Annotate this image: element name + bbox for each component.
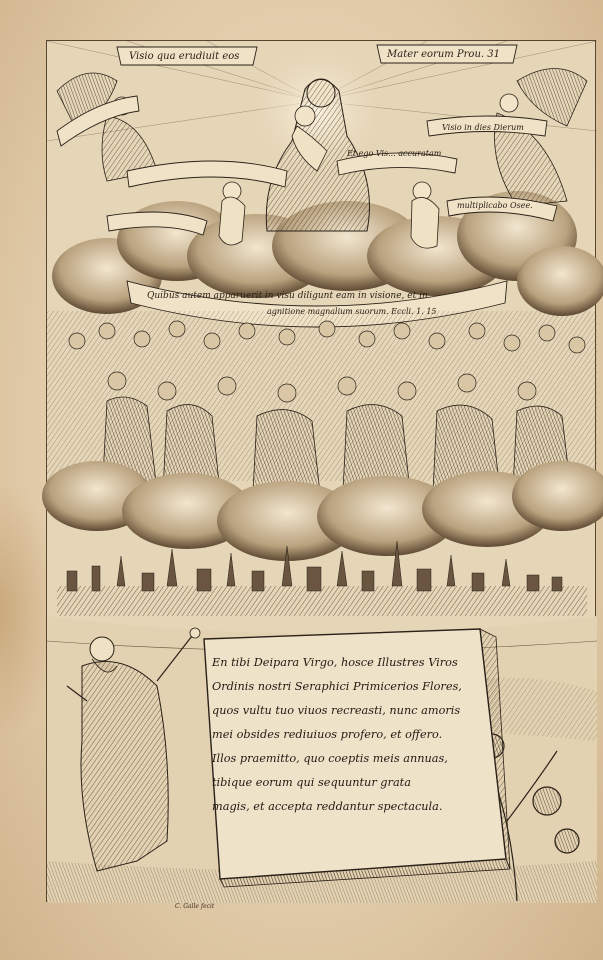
inscription-line: magis, et accepta reddantur spectacula. xyxy=(212,800,443,813)
banner-lower-line-1: Quibus autem apparuerit in visu diligunt eam in visione, et in xyxy=(147,291,428,301)
banner-right-angel: Visio in dies Dierum xyxy=(442,123,524,132)
inscription-line: Illos praemitto, quo coeptis meis annuas, xyxy=(212,752,448,765)
inscription-line: tibique eorum qui sequuntur grata xyxy=(212,776,411,789)
tablet-inscription xyxy=(212,651,498,819)
inscription-line: mei obsides rediuiuos profero, et offero. xyxy=(212,728,443,741)
cherub-right xyxy=(411,182,439,248)
banner-top-right: Mater eorum Prou. 31 xyxy=(387,49,500,60)
engraver-signature: C. Galle fecit xyxy=(175,903,215,910)
inscription-line: quos vultu tuo viuos recreasti, nunc amoris xyxy=(212,704,461,717)
inscription-line: Ordinis nostri Seraphici Primicerios Flores, xyxy=(212,680,462,693)
cherub-left xyxy=(219,182,245,245)
banner-top-left: Visio qua erudiuit eos xyxy=(129,51,240,62)
engraving-plate xyxy=(46,40,596,910)
angel-right xyxy=(495,69,588,207)
stone-tablet xyxy=(200,629,510,889)
banner-right-cherub: multiplicabo Osee. xyxy=(457,201,533,210)
inscription-line: En tibi Deipara Virgo, hosce Illustres Viros xyxy=(212,656,458,669)
banner-middle-center: Et ego Vis... accuratam xyxy=(347,149,442,158)
banner-lower-line-2: agnitione magnalium suorum. Eccli. 1. 15 xyxy=(267,307,437,316)
